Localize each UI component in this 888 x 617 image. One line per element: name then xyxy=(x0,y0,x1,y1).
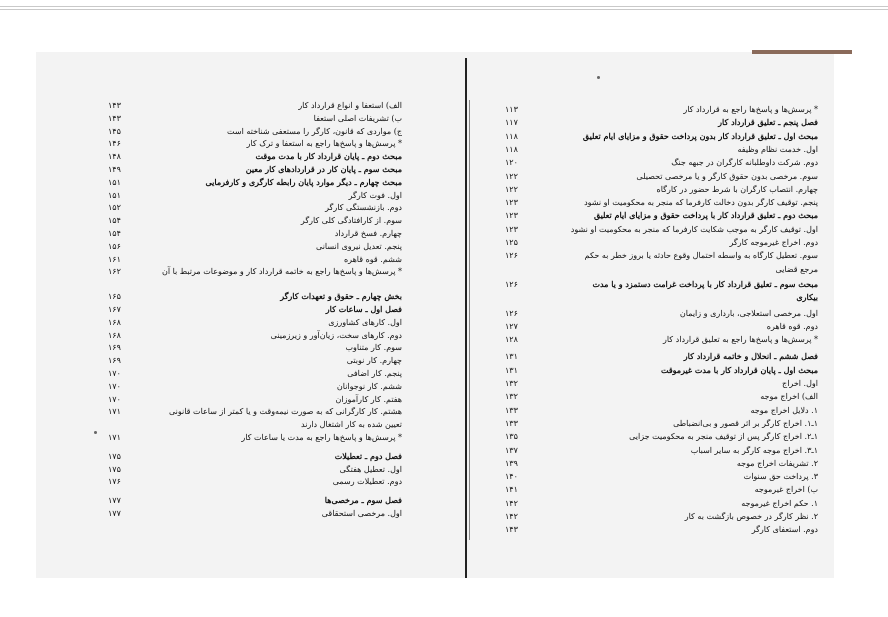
toc-entry-title: اول. فوت کارگر xyxy=(348,190,402,200)
toc-entry xyxy=(505,264,818,275)
toc-page-number: ۱۳۲ xyxy=(505,379,518,388)
toc-entry-title: فصل سوم ـ مرخصی‌ها xyxy=(324,495,402,506)
toc-entry xyxy=(108,381,402,392)
toc-page-number: ۱۴۳ xyxy=(505,525,518,535)
toc-entry xyxy=(505,524,818,535)
toc-entry-title: فصل ششم ـ انحلال و خاتمه قرارداد کار xyxy=(683,351,818,362)
toc-entry xyxy=(108,266,402,277)
toc-entry xyxy=(505,405,818,416)
toc-entry xyxy=(108,355,402,366)
toc-entry-title: مبحث دوم ـ پایان قرارداد کار با مدت موقت xyxy=(255,151,402,162)
toc-entry xyxy=(505,391,818,402)
toc-entry xyxy=(108,100,402,111)
toc-entry-title: دوم. استعفای کارگر xyxy=(751,525,818,535)
toc-entry-title: دوم. شرکت داوطلبانه کارگران در جبهه جنگ xyxy=(671,158,818,168)
toc-entry xyxy=(505,471,818,482)
toc-page-number: ۱۶۲ xyxy=(108,267,121,277)
toc-page-number: ۱۶۸ xyxy=(108,317,121,327)
toc-entry-title: ۱. حکم اخراج غیرموجه xyxy=(741,498,818,508)
toc-entry xyxy=(505,104,818,115)
toc-page-number: ۱۴۲ xyxy=(505,498,518,508)
toc-entry-title: اول. مرخصی استعلاجی، بارداری و زایمان xyxy=(679,308,818,318)
toc-page-number: ۱۱۸ xyxy=(505,144,518,154)
toc-entry-title: دوم. اخراج غیرموجه کارگر xyxy=(729,238,818,247)
toc-entry xyxy=(505,210,818,221)
toc-entry-title: مبحث اول ـ پایان قرارداد کار با مدت غیرموقت xyxy=(660,364,818,375)
toc-page-number: ۱۳۱ xyxy=(505,352,518,362)
toc-page-number: ۱۴۱ xyxy=(505,485,518,495)
toc-entry xyxy=(108,476,402,487)
toc-entry-title: سوم. تعطیل کارگاه به واسطه احتمال وقوع حادثه یا بروز خطر به حکم xyxy=(584,251,818,261)
toc-entry-title: ب) تشریفات اصلی استعفا xyxy=(313,113,402,123)
toc-entry xyxy=(108,202,402,213)
toc-entry-title: تعیین شده به کار اشتغال دارند xyxy=(301,420,402,430)
toc-entry xyxy=(108,151,402,162)
toc-page-number: ۱۲۶ xyxy=(505,308,518,318)
toc-entry-title: دوم. کارهای سخت، زیان‌آور و زیرزمینی xyxy=(270,330,402,340)
toc-entry-title: اول. مرخصی استحقاقی xyxy=(321,509,402,518)
toc-page-number: ۱۷۰ xyxy=(108,381,121,391)
toc-entry xyxy=(505,431,818,442)
speck-mark xyxy=(597,76,600,79)
toc-entry-title: بخش چهارم ـ حقوق و تعهدات کارگر xyxy=(280,291,402,302)
toc-entry-title: سوم. کار متناوب xyxy=(345,343,402,353)
toc-entry-title: چهارم. فسخ قرارداد xyxy=(334,229,402,238)
scan-edge xyxy=(834,52,858,578)
toc-page-number: ۱۱۷ xyxy=(505,118,518,128)
toc-entry-title: ششم. قوه قاهره xyxy=(343,254,402,264)
toc-entry xyxy=(108,177,402,188)
toc-page-number: ۱۵۱ xyxy=(108,190,121,200)
toc-entry-title: فصل اول ـ ساعات کار xyxy=(325,304,402,314)
toc-entry xyxy=(108,241,402,252)
toc-entry xyxy=(505,184,818,195)
toc-page-number: ۱۷۱ xyxy=(108,407,121,417)
toc-entry-title: فصل پنجم ـ تعلیق قرارداد کار xyxy=(718,117,818,128)
toc-page-number: ۱۳۹ xyxy=(505,458,518,468)
viewer-top-border xyxy=(0,6,888,7)
toc-page-number: ۱۴۸ xyxy=(108,152,121,162)
toc-entry-title: ۱ـ۳. اخراج موجه کارگر به سایر اسباب xyxy=(690,445,818,455)
toc-entry-title: الف) اخراج موجه xyxy=(760,392,818,402)
toc-entry-title: سوم. از کارافتادگی کلی کارگر xyxy=(300,216,402,226)
viewer-top-border-inner xyxy=(0,9,888,10)
toc-page-number: ۱۳۷ xyxy=(505,445,518,455)
toc-page-number: ۱۶۹ xyxy=(108,343,121,353)
toc-page-number: ۱۲۶ xyxy=(505,279,518,289)
toc-entry xyxy=(505,321,818,332)
toc-entry xyxy=(108,190,402,201)
toc-entry xyxy=(505,511,818,522)
toc-entry xyxy=(505,378,818,389)
toc-entry xyxy=(108,368,402,379)
toc-entry-title: ۱. دلایل اخراج موجه xyxy=(750,405,818,415)
toc-entry-title: پنجم. توقیف کارگر بدون دخالت کارفرما که منجر به محکومیت او نشود xyxy=(584,198,818,208)
toc-page-number: ۱۷۶ xyxy=(108,477,121,487)
toc-entry-title: اول. تعطیل هفتگی xyxy=(339,464,402,474)
toc-page-number: ۱۶۸ xyxy=(108,330,121,340)
toc-page-number: ۱۴۵ xyxy=(108,126,121,136)
toc-entry xyxy=(505,418,818,429)
toc-entry-title: مبحث چهارم ـ دیگر موارد پایان رابطه کارگری و کارفرمایی xyxy=(205,176,402,187)
toc-page-number: ۱۲۵ xyxy=(505,238,518,247)
toc-entry xyxy=(505,224,818,235)
toc-entry xyxy=(505,458,818,469)
toc-page-number: ۱۷۰ xyxy=(108,394,121,404)
toc-entry-title: هفتم. کار کارآموزان xyxy=(335,394,402,404)
toc-entry-title: اول. اخراج xyxy=(782,379,818,388)
toc-entry xyxy=(505,197,818,208)
toc-page-number: ۱۲۳ xyxy=(505,198,518,208)
toc-page-number: ۱۳۲ xyxy=(505,392,518,402)
book-spine-shadow xyxy=(469,100,470,540)
toc-entry xyxy=(505,250,818,261)
toc-entry xyxy=(505,117,818,128)
toc-entry-title: دوم. تعطیلات رسمی xyxy=(332,477,402,487)
toc-entry xyxy=(108,317,402,328)
toc-entry-title: چهارم. کار نوبتی xyxy=(346,356,402,366)
toc-entry-title: * پرسش‌ها و پاسخ‌ها راجع به خاتمه قرارداد کار و موضوعات مرتبط با آن xyxy=(161,267,402,277)
toc-entry xyxy=(505,308,818,319)
toc-entry xyxy=(108,451,402,462)
toc-entry-title: ۱ـ۱. اخراج کارگر بر اثر قصور و بی‌انضباطی xyxy=(673,418,818,428)
toc-entry-title: فصل دوم ـ تعطیلات xyxy=(334,450,402,461)
toc-entry-title: * پرسش‌ها و پاسخ‌ها راجع به تعلیق قرارداد کار xyxy=(663,335,818,345)
toc-entry-title: ج) مواردی که قانون، کارگر را مستعفی شناخته است xyxy=(227,126,402,136)
toc-page-number: ۱۷۵ xyxy=(108,451,121,461)
toc-page-number: ۱۳۵ xyxy=(505,432,518,442)
toc-entry-title: چهارم. انتصاب کارگران با شرط حضور در کارگاه xyxy=(656,184,818,194)
toc-entry xyxy=(505,157,818,168)
toc-page-number: ۱۷۷ xyxy=(108,509,121,518)
toc-entry-title: پنجم. تعدیل نیروی انسانی xyxy=(316,241,402,251)
toc-entry xyxy=(108,254,402,265)
toc-entry xyxy=(108,419,402,430)
toc-entry xyxy=(108,330,402,341)
toc-entry-title: هشتم. کار کارگرانی که به صورت نیمه‌وقت و یا کمتر از ساعات قانونی xyxy=(168,407,402,417)
toc-entry-title: ۲. تشریفات اخراج موجه xyxy=(736,458,818,468)
toc-entry-title: ۱ـ۲. اخراج کارگر پس از توقیف منجر به محکومیت جزایی xyxy=(629,432,818,442)
toc-page-number: ۱۲۲ xyxy=(505,171,518,181)
toc-page-number: ۱۴۳ xyxy=(108,113,121,123)
toc-entry-title: مبحث اول ـ تعلیق قرارداد کار بدون پرداخت حقوق و مزایای ایام تعلیق xyxy=(582,130,818,141)
toc-entry xyxy=(108,138,402,149)
toc-page-number: ۱۳۳ xyxy=(505,405,518,415)
toc-page-number: ۱۲۲ xyxy=(505,184,518,194)
toc-entry-title: ب) اخراج غیرموجه xyxy=(754,485,818,495)
toc-entry xyxy=(108,342,402,353)
toc-page-number: ۱۵۲ xyxy=(108,203,121,213)
toc-entry-title: اول. توقیف کارگر به موجب شکایت کارفرما که منجر به محکومیت او نشود xyxy=(570,224,818,234)
toc-page-number: ۱۳۳ xyxy=(505,418,518,428)
toc-page-number: ۱۲۰ xyxy=(505,158,518,168)
toc-entry xyxy=(505,334,818,345)
toc-entry xyxy=(108,495,402,506)
toc-entry xyxy=(108,126,402,137)
toc-page-number: ۱۷۰ xyxy=(108,369,121,378)
toc-entry xyxy=(505,445,818,456)
toc-entry xyxy=(108,228,402,239)
toc-page-number: ۱۲۸ xyxy=(505,335,518,345)
toc-entry-title: دوم. بازنشستگی کارگر xyxy=(325,203,402,213)
toc-page-number: ۱۵۶ xyxy=(108,241,121,251)
toc-page-number: ۱۴۰ xyxy=(505,472,518,482)
toc-page-number: ۱۲۳ xyxy=(505,224,518,234)
toc-entry-title: سوم. مرخصی بدون حقوق کارگر و یا مرخصی تحصیلی xyxy=(636,171,818,181)
toc-page-number: ۱۳۱ xyxy=(505,365,518,375)
toc-page-number: ۱۷۷ xyxy=(108,496,121,506)
toc-page-number: ۱۴۲ xyxy=(505,512,518,521)
toc-page-number: ۱۲۶ xyxy=(505,251,518,261)
toc-entry-title: * پرسش‌ها و پاسخ‌ها راجع به استعفا و ترک کار xyxy=(246,139,402,149)
toc-page-number: ۱۵۴ xyxy=(108,216,121,226)
toc-page-number: ۱۵۴ xyxy=(108,229,121,238)
toc-entry-title: ۳. پرداخت حق سنوات xyxy=(743,472,818,482)
toc-entry xyxy=(505,351,818,362)
toc-page-number: ۱۲۳ xyxy=(505,211,518,221)
toc-entry-title: مبحث سوم ـ تعلیق قرارداد کار با پرداخت غرامت دستمزد و یا مدت xyxy=(592,278,818,289)
toc-page-number: ۱۱۸ xyxy=(505,131,518,141)
toc-entry xyxy=(505,498,818,509)
toc-entry-title: بیکاری xyxy=(796,292,818,303)
toc-entry-title: اول. خدمت نظام وظیفه xyxy=(737,144,818,154)
toc-entry-title: دوم. قوه قاهره xyxy=(766,321,818,331)
toc-page-number: ۱۷۱ xyxy=(108,433,121,442)
toc-entry xyxy=(108,406,402,417)
toc-entry-title: پنجم. کار اضافی xyxy=(347,369,402,378)
toc-entry-title: الف) استعفا و انواع قرارداد کار xyxy=(298,101,402,110)
toc-entry xyxy=(505,292,818,303)
toc-entry xyxy=(505,144,818,155)
toc-page-number: ۱۶۱ xyxy=(108,254,121,264)
toc-page-number: ۱۵۱ xyxy=(108,177,121,187)
toc-entry-title: مبحث سوم ـ پایان کار در قراردادهای کار معین xyxy=(245,164,402,174)
toc-entry xyxy=(108,113,402,124)
toc-page-number: ۱۲۷ xyxy=(505,321,518,331)
toc-page-number: ۱۱۳ xyxy=(505,105,518,114)
toc-entry-title: ششم. کار نوجوانان xyxy=(336,381,402,391)
toc-entry xyxy=(505,365,818,376)
toc-entry xyxy=(505,171,818,182)
toc-page-number: ۱۴۳ xyxy=(108,101,121,110)
toc-page-number: ۱۷۵ xyxy=(108,464,121,474)
toc-page-number: ۱۴۶ xyxy=(108,139,121,149)
toc-page-number: ۱۶۵ xyxy=(108,292,121,302)
toc-entry xyxy=(108,394,402,405)
toc-entry xyxy=(108,164,402,175)
book-spine xyxy=(465,58,467,578)
toc-entry xyxy=(505,237,818,248)
toc-entry xyxy=(505,131,818,142)
toc-entry xyxy=(108,508,402,519)
toc-entry xyxy=(505,279,818,290)
toc-entry xyxy=(108,432,402,443)
toc-page-number: ۱۶۷ xyxy=(108,305,121,314)
toc-entry-title: * پرسش‌ها و پاسخ‌ها راجع به مدت یا ساعات کار xyxy=(241,433,402,442)
page-corner-mark xyxy=(752,50,852,54)
toc-entry xyxy=(108,304,402,315)
toc-page-number: ۱۴۹ xyxy=(108,165,121,174)
toc-entry xyxy=(108,291,402,302)
toc-entry xyxy=(505,484,818,495)
speck-mark xyxy=(94,431,97,434)
toc-entry-title: مبحث دوم ـ تعلیق قرارداد کار با پرداخت حقوق و مزایای ایام تعلیق xyxy=(593,210,818,221)
toc-entry-title: ۲. نظر کارگر در خصوص بازگشت به کار xyxy=(684,512,818,521)
toc-entry xyxy=(108,215,402,226)
toc-entry-title: اول. کارهای کشاورزی xyxy=(328,317,402,327)
toc-entry-title: * پرسش‌ها و پاسخ‌ها راجع به قرارداد کار xyxy=(683,105,818,114)
toc-page-number: ۱۶۹ xyxy=(108,356,121,366)
toc-entry-title: مرجع قضایی xyxy=(775,264,818,274)
toc-entry xyxy=(108,464,402,475)
